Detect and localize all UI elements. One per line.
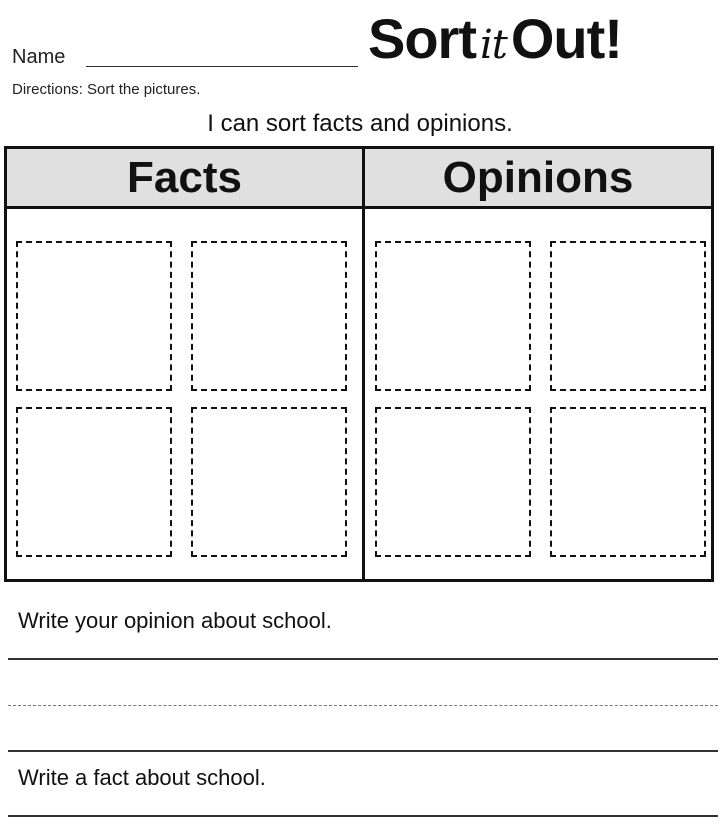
opinions-drop-box-4[interactable] (550, 407, 706, 557)
opinion-prompt: Write your opinion about school. (18, 608, 332, 633)
title-out: Out! (510, 7, 622, 70)
opinions-drop-box-3[interactable] (375, 407, 531, 557)
directions-text: Directions: Sort the pictures. (12, 81, 201, 98)
facts-drop-box-1[interactable] (16, 241, 172, 391)
opinion-writing-line-bottom[interactable] (8, 750, 718, 752)
worksheet-title (368, 6, 622, 71)
title-sort: Sort (368, 7, 476, 70)
opinions-header: Opinions (365, 149, 711, 209)
opinions-drop-box-2[interactable] (550, 241, 706, 391)
sort-table (4, 146, 714, 582)
facts-header: Facts (7, 149, 362, 209)
facts-drop-box-2[interactable] (191, 241, 347, 391)
title-it: it (480, 22, 507, 68)
name-input-line[interactable] (86, 66, 358, 67)
objective-text: I can sort facts and opinions. (207, 110, 513, 137)
fact-writing-line-top[interactable] (8, 815, 718, 817)
opinion-writing-line-top[interactable] (8, 658, 718, 660)
facts-drop-box-3[interactable] (16, 407, 172, 557)
fact-prompt: Write a fact about school. (18, 765, 266, 790)
name-label: Name (12, 46, 66, 68)
column-divider (362, 149, 365, 579)
facts-drop-box-4[interactable] (191, 407, 347, 557)
opinions-drop-box-1[interactable] (375, 241, 531, 391)
opinion-writing-line-mid (8, 705, 718, 706)
